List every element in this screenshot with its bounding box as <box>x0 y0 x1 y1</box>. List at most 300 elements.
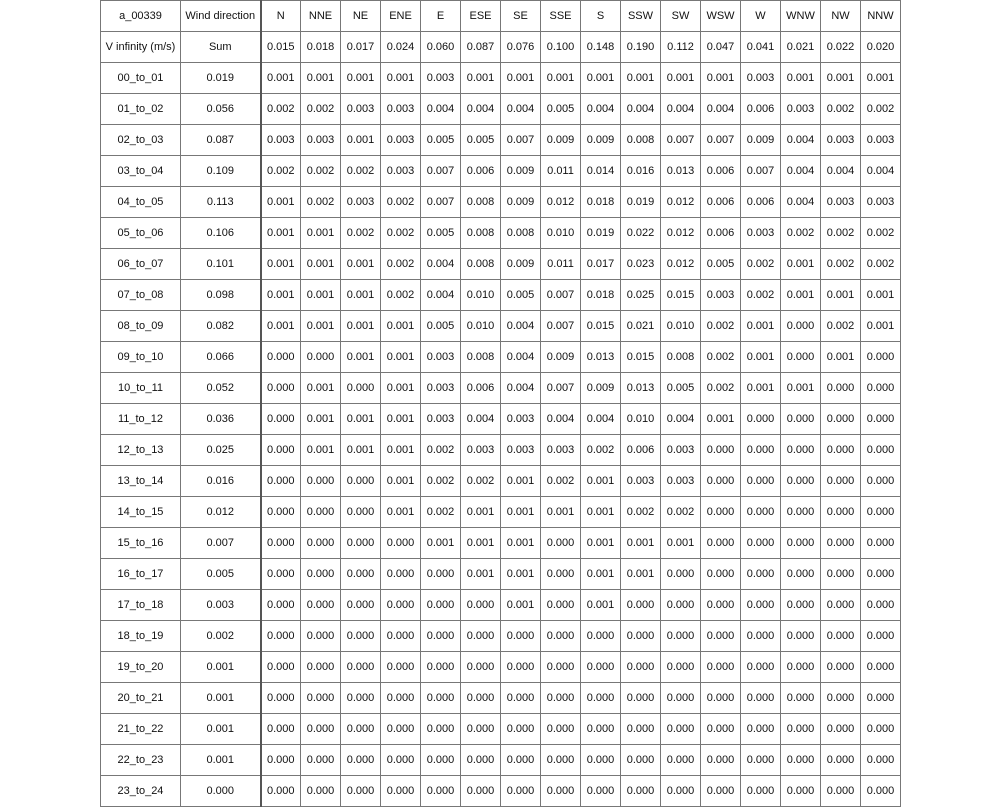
direction-header-e: E <box>421 1 461 32</box>
frequency-cell: 0.001 <box>381 435 421 466</box>
row-sum-cell: 0.016 <box>181 466 261 497</box>
frequency-cell: 0.001 <box>341 63 381 94</box>
frequency-cell: 0.000 <box>861 373 901 404</box>
frequency-cell: 0.000 <box>821 404 861 435</box>
row-sum-cell: 0.106 <box>181 218 261 249</box>
frequency-cell: 0.001 <box>381 404 421 435</box>
table-row <box>101 683 901 714</box>
table-row <box>101 528 901 559</box>
frequency-cell: 0.001 <box>861 311 901 342</box>
frequency-cell: 0.000 <box>421 652 461 683</box>
frequency-cell: 0.003 <box>821 187 861 218</box>
frequency-cell: 0.000 <box>501 745 541 776</box>
frequency-cell: 0.004 <box>861 156 901 187</box>
frequency-cell: 0.011 <box>541 156 581 187</box>
speed-bin-label: 05_to_06 <box>101 218 181 249</box>
frequency-cell: 0.002 <box>541 466 581 497</box>
frequency-cell: 0.000 <box>741 404 781 435</box>
frequency-cell: 0.000 <box>781 311 821 342</box>
frequency-cell: 0.001 <box>381 466 421 497</box>
row-sum-cell: 0.001 <box>181 745 261 776</box>
frequency-cell: 0.001 <box>501 497 541 528</box>
frequency-cell: 0.004 <box>581 404 621 435</box>
frequency-cell: 0.016 <box>621 156 661 187</box>
frequency-cell: 0.001 <box>381 497 421 528</box>
frequency-cell: 0.000 <box>261 466 301 497</box>
frequency-cell: 0.015 <box>621 342 661 373</box>
frequency-cell: 0.000 <box>621 683 661 714</box>
frequency-cell: 0.001 <box>341 404 381 435</box>
frequency-cell: 0.000 <box>821 528 861 559</box>
speed-bin-label: 12_to_13 <box>101 435 181 466</box>
frequency-cell: 0.000 <box>541 683 581 714</box>
frequency-cell: 0.000 <box>821 559 861 590</box>
table-row <box>101 94 901 125</box>
frequency-cell: 0.010 <box>661 311 701 342</box>
frequency-cell: 0.000 <box>261 621 301 652</box>
frequency-cell: 0.000 <box>661 745 701 776</box>
frequency-cell: 0.000 <box>581 652 621 683</box>
frequency-cell: 0.008 <box>501 218 541 249</box>
frequency-cell: 0.000 <box>661 590 701 621</box>
frequency-cell: 0.002 <box>301 94 341 125</box>
frequency-cell: 0.000 <box>381 621 421 652</box>
frequency-cell: 0.000 <box>741 497 781 528</box>
frequency-cell: 0.002 <box>741 280 781 311</box>
frequency-cell: 0.001 <box>821 342 861 373</box>
direction-header-se: SE <box>501 1 541 32</box>
frequency-cell: 0.000 <box>261 745 301 776</box>
frequency-cell: 0.000 <box>501 776 541 807</box>
frequency-cell: 0.001 <box>581 559 621 590</box>
sum-label: Sum <box>181 32 261 63</box>
wind-distribution-table <box>100 0 901 807</box>
frequency-cell: 0.002 <box>381 187 421 218</box>
frequency-cell: 0.000 <box>861 621 901 652</box>
frequency-cell: 0.002 <box>581 435 621 466</box>
frequency-cell: 0.000 <box>381 559 421 590</box>
frequency-cell: 0.002 <box>301 156 341 187</box>
frequency-cell: 0.000 <box>301 497 341 528</box>
frequency-cell: 0.001 <box>381 63 421 94</box>
table-row <box>101 776 901 807</box>
frequency-cell: 0.004 <box>421 249 461 280</box>
speed-bin-label: 19_to_20 <box>101 652 181 683</box>
frequency-cell: 0.000 <box>821 497 861 528</box>
frequency-cell: 0.000 <box>781 528 821 559</box>
frequency-cell: 0.000 <box>421 559 461 590</box>
row-sum-cell: 0.019 <box>181 63 261 94</box>
frequency-cell: 0.000 <box>301 714 341 745</box>
frequency-cell: 0.000 <box>541 621 581 652</box>
table-row <box>101 311 901 342</box>
frequency-cell: 0.010 <box>461 311 501 342</box>
frequency-cell: 0.000 <box>501 714 541 745</box>
frequency-cell: 0.000 <box>821 745 861 776</box>
frequency-cell: 0.000 <box>261 497 301 528</box>
frequency-cell: 0.001 <box>301 249 341 280</box>
frequency-cell: 0.000 <box>301 590 341 621</box>
frequency-cell: 0.000 <box>541 776 581 807</box>
speed-bin-label: 20_to_21 <box>101 683 181 714</box>
frequency-cell: 0.002 <box>421 435 461 466</box>
frequency-cell: 0.004 <box>421 280 461 311</box>
wind-direction-label: Wind direction <box>181 1 261 32</box>
frequency-cell: 0.001 <box>301 311 341 342</box>
frequency-cell: 0.004 <box>781 125 821 156</box>
frequency-cell: 0.001 <box>501 528 541 559</box>
speed-bin-label: 21_to_22 <box>101 714 181 745</box>
speed-bin-label: 08_to_09 <box>101 311 181 342</box>
frequency-cell: 0.004 <box>501 342 541 373</box>
frequency-cell: 0.000 <box>301 776 341 807</box>
table-row <box>101 714 901 745</box>
frequency-cell: 0.015 <box>661 280 701 311</box>
frequency-cell: 0.000 <box>621 590 661 621</box>
frequency-cell: 0.018 <box>581 187 621 218</box>
table-row <box>101 218 901 249</box>
frequency-cell: 0.004 <box>541 404 581 435</box>
row-sum-cell: 0.003 <box>181 590 261 621</box>
frequency-cell: 0.002 <box>381 280 421 311</box>
frequency-cell: 0.000 <box>621 652 661 683</box>
row-sum-cell: 0.052 <box>181 373 261 404</box>
frequency-cell: 0.001 <box>301 373 341 404</box>
corner-label: a_00339 <box>101 1 181 32</box>
row-sum-cell: 0.109 <box>181 156 261 187</box>
frequency-cell: 0.000 <box>701 559 741 590</box>
frequency-cell: 0.004 <box>821 156 861 187</box>
direction-header-ne: NE <box>341 1 381 32</box>
speed-bin-label: 07_to_08 <box>101 280 181 311</box>
direction-sum-cell: 0.015 <box>261 32 301 63</box>
frequency-cell: 0.000 <box>781 776 821 807</box>
frequency-cell: 0.002 <box>821 249 861 280</box>
frequency-cell: 0.001 <box>781 63 821 94</box>
direction-sum-cell: 0.076 <box>501 32 541 63</box>
frequency-cell: 0.009 <box>501 249 541 280</box>
frequency-cell: 0.002 <box>701 311 741 342</box>
frequency-cell: 0.000 <box>741 621 781 652</box>
frequency-cell: 0.003 <box>861 125 901 156</box>
direction-header-nne: NNE <box>301 1 341 32</box>
table-row <box>101 621 901 652</box>
frequency-cell: 0.000 <box>381 683 421 714</box>
frequency-cell: 0.001 <box>621 63 661 94</box>
frequency-cell: 0.004 <box>621 94 661 125</box>
direction-sum-cell: 0.018 <box>301 32 341 63</box>
frequency-cell: 0.007 <box>421 187 461 218</box>
frequency-cell: 0.001 <box>821 63 861 94</box>
frequency-cell: 0.000 <box>741 590 781 621</box>
frequency-cell: 0.000 <box>301 342 341 373</box>
speed-bin-label: 22_to_23 <box>101 745 181 776</box>
direction-header-ssw: SSW <box>621 1 661 32</box>
frequency-cell: 0.000 <box>781 404 821 435</box>
direction-sum-cell: 0.020 <box>861 32 901 63</box>
frequency-cell: 0.000 <box>861 342 901 373</box>
frequency-cell: 0.000 <box>421 714 461 745</box>
frequency-cell: 0.000 <box>741 683 781 714</box>
frequency-cell: 0.015 <box>581 311 621 342</box>
direction-header-w: W <box>741 1 781 32</box>
frequency-cell: 0.001 <box>741 342 781 373</box>
frequency-cell: 0.002 <box>701 373 741 404</box>
frequency-cell: 0.002 <box>821 311 861 342</box>
frequency-cell: 0.000 <box>341 776 381 807</box>
frequency-cell: 0.001 <box>301 435 341 466</box>
frequency-cell: 0.000 <box>581 776 621 807</box>
frequency-cell: 0.000 <box>701 745 741 776</box>
frequency-cell: 0.007 <box>501 125 541 156</box>
frequency-cell: 0.001 <box>741 373 781 404</box>
frequency-cell: 0.007 <box>661 125 701 156</box>
frequency-cell: 0.001 <box>341 342 381 373</box>
frequency-cell: 0.004 <box>781 187 821 218</box>
frequency-cell: 0.001 <box>741 311 781 342</box>
frequency-cell: 0.000 <box>861 466 901 497</box>
frequency-cell: 0.000 <box>741 776 781 807</box>
frequency-cell: 0.000 <box>261 652 301 683</box>
frequency-cell: 0.000 <box>301 559 341 590</box>
frequency-cell: 0.001 <box>421 528 461 559</box>
frequency-cell: 0.000 <box>301 466 341 497</box>
frequency-cell: 0.004 <box>421 94 461 125</box>
frequency-cell: 0.000 <box>701 652 741 683</box>
frequency-cell: 0.000 <box>701 466 741 497</box>
frequency-cell: 0.002 <box>421 497 461 528</box>
frequency-cell: 0.000 <box>461 652 501 683</box>
frequency-cell: 0.002 <box>341 156 381 187</box>
frequency-cell: 0.000 <box>741 466 781 497</box>
frequency-cell: 0.000 <box>861 590 901 621</box>
frequency-cell: 0.000 <box>821 652 861 683</box>
row-sum-cell: 0.082 <box>181 311 261 342</box>
frequency-cell: 0.008 <box>661 342 701 373</box>
frequency-cell: 0.000 <box>341 745 381 776</box>
frequency-cell: 0.000 <box>781 466 821 497</box>
frequency-cell: 0.003 <box>341 94 381 125</box>
frequency-cell: 0.000 <box>781 497 821 528</box>
frequency-cell: 0.009 <box>541 342 581 373</box>
direction-header-nnw: NNW <box>861 1 901 32</box>
frequency-cell: 0.000 <box>701 776 741 807</box>
frequency-cell: 0.000 <box>501 621 541 652</box>
frequency-cell: 0.005 <box>421 218 461 249</box>
frequency-cell: 0.000 <box>341 497 381 528</box>
speed-bin-label: 09_to_10 <box>101 342 181 373</box>
frequency-cell: 0.000 <box>381 745 421 776</box>
row-sum-cell: 0.098 <box>181 280 261 311</box>
frequency-cell: 0.003 <box>421 342 461 373</box>
frequency-cell: 0.000 <box>861 404 901 435</box>
direction-header-s: S <box>581 1 621 32</box>
frequency-cell: 0.001 <box>341 435 381 466</box>
frequency-cell: 0.003 <box>501 435 541 466</box>
frequency-cell: 0.001 <box>581 497 621 528</box>
frequency-cell: 0.001 <box>621 559 661 590</box>
frequency-cell: 0.000 <box>781 435 821 466</box>
frequency-cell: 0.000 <box>741 714 781 745</box>
direction-sum-cell: 0.041 <box>741 32 781 63</box>
frequency-cell: 0.000 <box>621 776 661 807</box>
frequency-cell: 0.005 <box>421 125 461 156</box>
frequency-cell: 0.000 <box>541 590 581 621</box>
frequency-cell: 0.001 <box>301 280 341 311</box>
table-row <box>101 125 901 156</box>
frequency-cell: 0.009 <box>581 125 621 156</box>
frequency-cell: 0.000 <box>661 714 701 745</box>
frequency-cell: 0.000 <box>421 776 461 807</box>
frequency-cell: 0.007 <box>541 373 581 404</box>
frequency-cell: 0.001 <box>861 63 901 94</box>
frequency-cell: 0.000 <box>261 776 301 807</box>
table-row <box>101 373 901 404</box>
frequency-cell: 0.000 <box>781 714 821 745</box>
frequency-cell: 0.001 <box>781 280 821 311</box>
frequency-cell: 0.025 <box>621 280 661 311</box>
frequency-cell: 0.001 <box>261 280 301 311</box>
table-row <box>101 63 901 94</box>
frequency-cell: 0.000 <box>541 745 581 776</box>
frequency-cell: 0.008 <box>461 187 501 218</box>
frequency-cell: 0.000 <box>701 590 741 621</box>
frequency-cell: 0.000 <box>821 683 861 714</box>
frequency-cell: 0.009 <box>501 187 541 218</box>
speed-bin-label: 15_to_16 <box>101 528 181 559</box>
direction-sum-cell: 0.017 <box>341 32 381 63</box>
frequency-cell: 0.000 <box>581 683 621 714</box>
frequency-cell: 0.000 <box>421 590 461 621</box>
table-row <box>101 497 901 528</box>
frequency-cell: 0.000 <box>581 745 621 776</box>
frequency-cell: 0.001 <box>581 528 621 559</box>
frequency-cell: 0.009 <box>741 125 781 156</box>
frequency-cell: 0.000 <box>741 528 781 559</box>
frequency-cell: 0.010 <box>541 218 581 249</box>
speed-bin-label: 18_to_19 <box>101 621 181 652</box>
direction-sum-cell: 0.148 <box>581 32 621 63</box>
row-sum-cell: 0.000 <box>181 776 261 807</box>
frequency-cell: 0.000 <box>821 776 861 807</box>
frequency-cell: 0.000 <box>541 559 581 590</box>
frequency-cell: 0.001 <box>381 373 421 404</box>
frequency-cell: 0.000 <box>581 714 621 745</box>
frequency-cell: 0.000 <box>381 652 421 683</box>
frequency-cell: 0.001 <box>861 280 901 311</box>
frequency-cell: 0.001 <box>381 342 421 373</box>
frequency-cell: 0.022 <box>621 218 661 249</box>
frequency-cell: 0.000 <box>381 528 421 559</box>
frequency-cell: 0.002 <box>461 466 501 497</box>
frequency-cell: 0.001 <box>701 63 741 94</box>
frequency-cell: 0.001 <box>501 63 541 94</box>
speed-bin-label: 01_to_02 <box>101 94 181 125</box>
frequency-cell: 0.004 <box>461 404 501 435</box>
frequency-cell: 0.000 <box>821 466 861 497</box>
frequency-cell: 0.000 <box>661 559 701 590</box>
frequency-cell: 0.001 <box>701 404 741 435</box>
frequency-cell: 0.010 <box>461 280 501 311</box>
frequency-cell: 0.000 <box>701 621 741 652</box>
frequency-cell: 0.000 <box>341 466 381 497</box>
frequency-cell: 0.000 <box>341 683 381 714</box>
frequency-cell: 0.001 <box>261 311 301 342</box>
frequency-cell: 0.019 <box>621 187 661 218</box>
frequency-cell: 0.005 <box>701 249 741 280</box>
frequency-cell: 0.000 <box>301 621 341 652</box>
table-row <box>101 404 901 435</box>
frequency-cell: 0.012 <box>661 218 701 249</box>
frequency-cell: 0.006 <box>741 94 781 125</box>
row-sum-cell: 0.012 <box>181 497 261 528</box>
frequency-cell: 0.000 <box>781 590 821 621</box>
frequency-cell: 0.000 <box>861 776 901 807</box>
frequency-cell: 0.000 <box>621 745 661 776</box>
frequency-cell: 0.000 <box>821 373 861 404</box>
frequency-cell: 0.003 <box>421 63 461 94</box>
frequency-cell: 0.000 <box>341 373 381 404</box>
speed-bin-label: 00_to_01 <box>101 63 181 94</box>
frequency-cell: 0.002 <box>821 218 861 249</box>
speed-bin-label: 06_to_07 <box>101 249 181 280</box>
speed-bin-label: 04_to_05 <box>101 187 181 218</box>
frequency-cell: 0.012 <box>541 187 581 218</box>
frequency-cell: 0.007 <box>741 156 781 187</box>
frequency-cell: 0.003 <box>461 435 501 466</box>
frequency-cell: 0.003 <box>421 373 461 404</box>
frequency-cell: 0.008 <box>461 249 501 280</box>
frequency-cell: 0.012 <box>661 249 701 280</box>
direction-sum-cell: 0.021 <box>781 32 821 63</box>
direction-sum-cell: 0.060 <box>421 32 461 63</box>
frequency-cell: 0.003 <box>301 125 341 156</box>
frequency-cell: 0.003 <box>381 156 421 187</box>
frequency-cell: 0.003 <box>781 94 821 125</box>
frequency-cell: 0.000 <box>781 342 821 373</box>
frequency-cell: 0.003 <box>501 404 541 435</box>
frequency-cell: 0.000 <box>501 683 541 714</box>
table-row <box>101 559 901 590</box>
frequency-cell: 0.000 <box>261 683 301 714</box>
direction-sum-cell: 0.190 <box>621 32 661 63</box>
frequency-cell: 0.001 <box>341 311 381 342</box>
frequency-cell: 0.003 <box>661 435 701 466</box>
frequency-cell: 0.000 <box>261 714 301 745</box>
frequency-cell: 0.000 <box>461 621 501 652</box>
frequency-cell: 0.008 <box>461 218 501 249</box>
frequency-cell: 0.002 <box>421 466 461 497</box>
frequency-cell: 0.000 <box>701 714 741 745</box>
frequency-cell: 0.000 <box>781 621 821 652</box>
frequency-cell: 0.002 <box>381 249 421 280</box>
frequency-cell: 0.001 <box>341 280 381 311</box>
frequency-cell: 0.004 <box>781 156 821 187</box>
frequency-cell: 0.000 <box>661 621 701 652</box>
frequency-cell: 0.000 <box>701 435 741 466</box>
direction-sum-cell: 0.024 <box>381 32 421 63</box>
frequency-cell: 0.000 <box>381 590 421 621</box>
frequency-cell: 0.010 <box>621 404 661 435</box>
frequency-cell: 0.001 <box>461 559 501 590</box>
frequency-cell: 0.003 <box>381 94 421 125</box>
frequency-cell: 0.001 <box>461 63 501 94</box>
frequency-cell: 0.007 <box>541 311 581 342</box>
frequency-cell: 0.000 <box>381 714 421 745</box>
frequency-cell: 0.000 <box>421 745 461 776</box>
direction-header-nw: NW <box>821 1 861 32</box>
table-row <box>101 280 901 311</box>
